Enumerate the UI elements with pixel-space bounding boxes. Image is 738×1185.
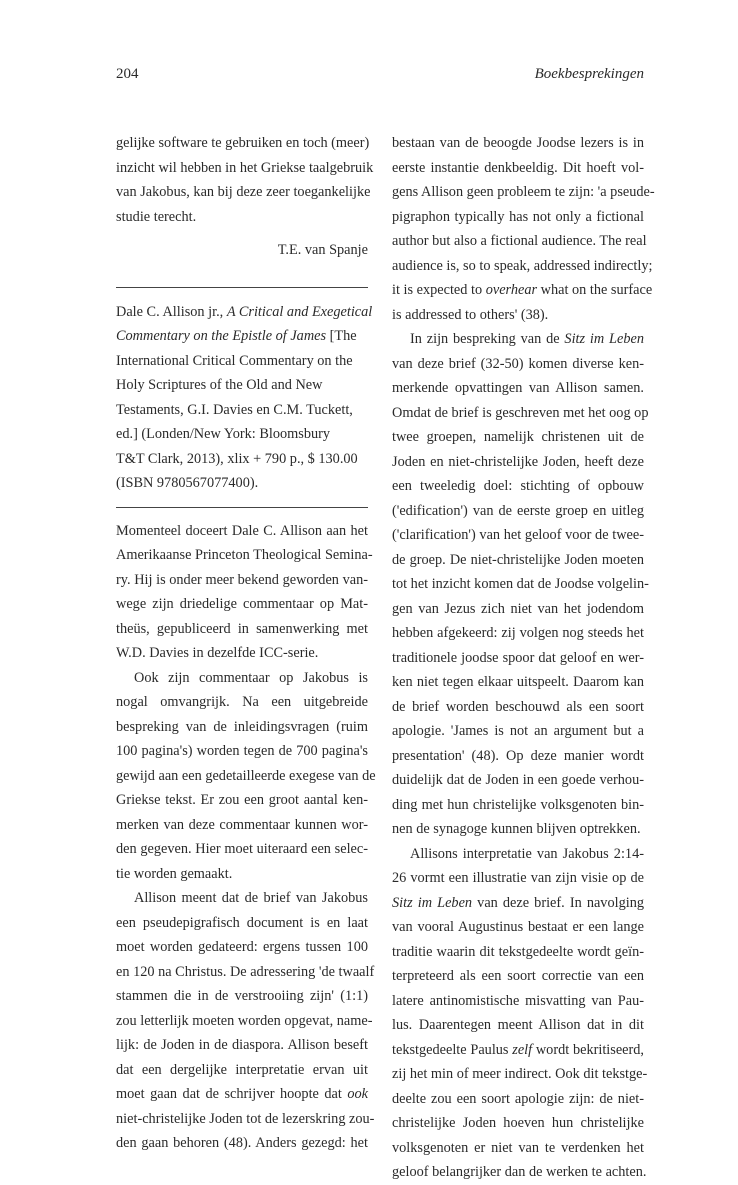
text-line: merken van deze commentaar kunnen wor-	[116, 816, 368, 833]
emphasis: Sitz im Leben	[392, 894, 473, 911]
text-line: de groep. De niet-christelijke Joden moeten	[392, 551, 644, 568]
running-head: Boekbesprekingen	[534, 66, 644, 82]
text-line: dat een dergelijke interpretatie ervan uit	[116, 1061, 368, 1078]
text-line: eerste instantie denkbeeldig. Dit hoeft vol-	[392, 159, 644, 176]
text-line: merkende opvattingen van Allison samen.	[392, 380, 644, 396]
text-line: is addressed to others' (38).	[392, 306, 549, 323]
text-line: volksgenoten er niet van te verdenken het	[392, 1139, 644, 1156]
text-line: 100 pagina's) worden tegen de 700 pagina's	[116, 743, 368, 759]
text-run: tekstgedeelte Paulus	[392, 1041, 513, 1058]
text-run: van deze brief. In navolging	[472, 894, 644, 911]
text-line: author but also a fictional audience. The real	[392, 233, 647, 249]
book-title: A Critical and Exegetical	[226, 303, 373, 320]
text-run: moet gaan dat de schrijver hoopte dat	[116, 1086, 348, 1102]
right-column	[392, 131, 655, 1185]
text-line: zou letterlijk moeten worden opgevat, name-	[116, 1012, 373, 1029]
text-line: nogal omvangrijk. Na een uitgebreide	[116, 694, 368, 710]
emphasis: overhear	[485, 282, 538, 298]
emphasis: Sitz im Leben	[564, 331, 644, 347]
text-line: W.D. Davies in dezelfde ICC-serie.	[116, 645, 319, 661]
text-line: ('edification') van de eerste groep en uitleg	[392, 502, 644, 519]
text-line: traditionele joodse spoor dat geloof en wer-	[392, 649, 644, 666]
book-reference	[116, 300, 373, 496]
text-line: traditie waarin dit tekstgedeelte wordt geïn-	[392, 943, 644, 960]
text-line: apologie. 'James is not an argument but a	[392, 723, 644, 739]
text-line: ry. Hij is onder meer bekend geworden van-	[116, 571, 368, 588]
text-line: den gaan behoren (48). Anders gezegd: het	[116, 1135, 368, 1151]
text-line: 26 vormt een illustratie van zijn visie op de	[392, 870, 644, 886]
reviewer-signature: T.E. van Spanje	[277, 242, 368, 258]
section-divider	[116, 507, 368, 508]
text-line: gens Allison geen probleem te zijn: 'a pseude-	[392, 184, 655, 200]
text-line: niet-christelijke Joden tot de lezerskring zou-	[116, 1110, 375, 1127]
text-line: pigraphon typically has not only a fictional	[392, 208, 644, 225]
text-line: gewijd aan een gedetailleerde exegese van de	[116, 767, 376, 784]
text-line: lijk: de Joden in de diaspora. Allison beseft	[116, 1037, 368, 1053]
left-column	[116, 131, 376, 1156]
text-line: studie terecht.	[116, 208, 197, 225]
text-line: van vooral Augustinus bestaat er een lange	[392, 919, 644, 935]
text-line: tie worden gemaakt.	[116, 865, 233, 882]
text-line: deelte zou een soort apologie zijn: de niet-	[392, 1090, 644, 1107]
text-line: Amerikaanse Princeton Theological Semina-	[116, 547, 373, 563]
emphasis: ook	[347, 1086, 368, 1102]
text-line: ('clarification') van het geloof voor de twee-	[392, 527, 644, 543]
text-line: Omdat de brief is geschreven met het oog op	[392, 404, 649, 421]
text-line: den gegeven. Hier moet uiteraard een selec-	[116, 841, 368, 857]
emphasis: zelf	[512, 1041, 533, 1058]
text-line: Holy Scriptures of the Old and New	[116, 377, 323, 393]
text-line: tot het inzicht komen dat de Joodse volgelin-	[392, 576, 649, 592]
text-run: what on the surface	[537, 282, 653, 298]
text-line: hebben afgekeerd: zij volgen nog steeds het	[392, 625, 644, 641]
text-line: Joden en niet-christelijke Joden, heeft deze	[392, 453, 644, 470]
text-line: stammen die in de verstrooiing zijn' (1:1)	[116, 988, 368, 1004]
text-line: theüs, gepubliceerd in samenwerking met	[116, 620, 368, 637]
text-line: van Jakobus, kan bij deze zeer toegankelijke	[116, 184, 371, 200]
text-line: een tweeledig doel: stichting of opbouw	[392, 478, 644, 494]
section-divider	[116, 287, 368, 288]
text-line: Allisons interpretatie van Jakobus 2:14-	[410, 845, 644, 862]
text-run: it is expected to	[392, 282, 486, 298]
text-line: lus. Daarentegen meent Allison dat in dit	[392, 1017, 644, 1033]
book-author: Dale C. Allison jr.,	[116, 303, 227, 320]
text-line: gelijke software te gebruiken en toch (meer)	[116, 135, 370, 151]
text-line: bespreking van de inleidingsvragen (ruim	[116, 718, 368, 735]
text-line: duidelijk dat de Joden in een goede verhou-	[392, 772, 644, 788]
text-line: ken niet tegen elkaar uitspeelt. Daarom kan	[392, 674, 644, 690]
book-title: Commentary on the Epistle of James	[116, 328, 327, 344]
text-line: ed.] (Londen/New York: Bloomsbury	[116, 426, 331, 442]
text-run: In zijn bespreking van de	[410, 331, 565, 347]
text-line: gen van Jezus zich niet van het jodendom	[392, 600, 644, 617]
text-line: inzicht wil hebben in het Griekse taalgebruik	[116, 159, 374, 176]
text-line: Momenteel doceert Dale C. Allison aan het	[116, 522, 368, 539]
text-line: Allison meent dat de brief van Jakobus	[134, 890, 368, 906]
text-line: presentation' (48). Op deze manier wordt	[392, 747, 644, 764]
text-line: ding met hun christelijke volksgenoten bin-	[392, 796, 644, 813]
text-line: christelijke Joden hoeven hun christelijke	[392, 1115, 644, 1131]
text-line: (ISBN 9780567077400).	[116, 475, 259, 491]
text-line: terpreteerd als een soort correctie van een	[392, 968, 644, 984]
text-line: International Critical Commentary on the	[116, 352, 353, 369]
text-line: nen de synagoge kunnen blijven optrekken.	[392, 821, 641, 837]
text-line: T&T Clark, 2013), xlix + 790 p., $ 130.00	[116, 450, 358, 467]
text-line: en 120 na Christus. De adressering 'de twaalf	[116, 963, 375, 980]
page-number: 204	[116, 66, 139, 82]
text-line: Testaments, G.I. Davies en C.M. Tuckett,	[116, 401, 353, 418]
text-line: bestaan van de beoogde Joodse lezers is in	[392, 135, 644, 151]
text-run: [The	[326, 328, 357, 344]
text-run: wordt bekritiseerd,	[532, 1041, 645, 1058]
text-line: de brief worden beschouwd als een soort	[392, 698, 644, 715]
text-line: van deze brief (32-50) komen diverse ken-	[392, 355, 644, 372]
text-line: latere antinomistische misvatting van Pau-	[392, 992, 644, 1009]
text-line: audience is, so to speak, addressed indirectly;	[392, 257, 653, 274]
text-line: wege zijn driedelige commentaar op Mat-	[116, 596, 368, 612]
text-line: Ook zijn commentaar op Jakobus is	[134, 669, 368, 686]
text-line: Griekse tekst. Er zou een groot aantal ken-	[116, 792, 368, 808]
text-line: een pseudepigrafisch document is en laat	[116, 914, 368, 931]
text-line: moet worden gedateerd: ergens tussen 100	[116, 939, 368, 955]
text-line: zij het min of meer indirect. Ook dit tekstge-	[392, 1066, 648, 1082]
text-line: geloof belangrijker dan de werken te achten.	[392, 1164, 647, 1180]
text-line: twee groepen, namelijk christenen uit de	[392, 429, 644, 445]
